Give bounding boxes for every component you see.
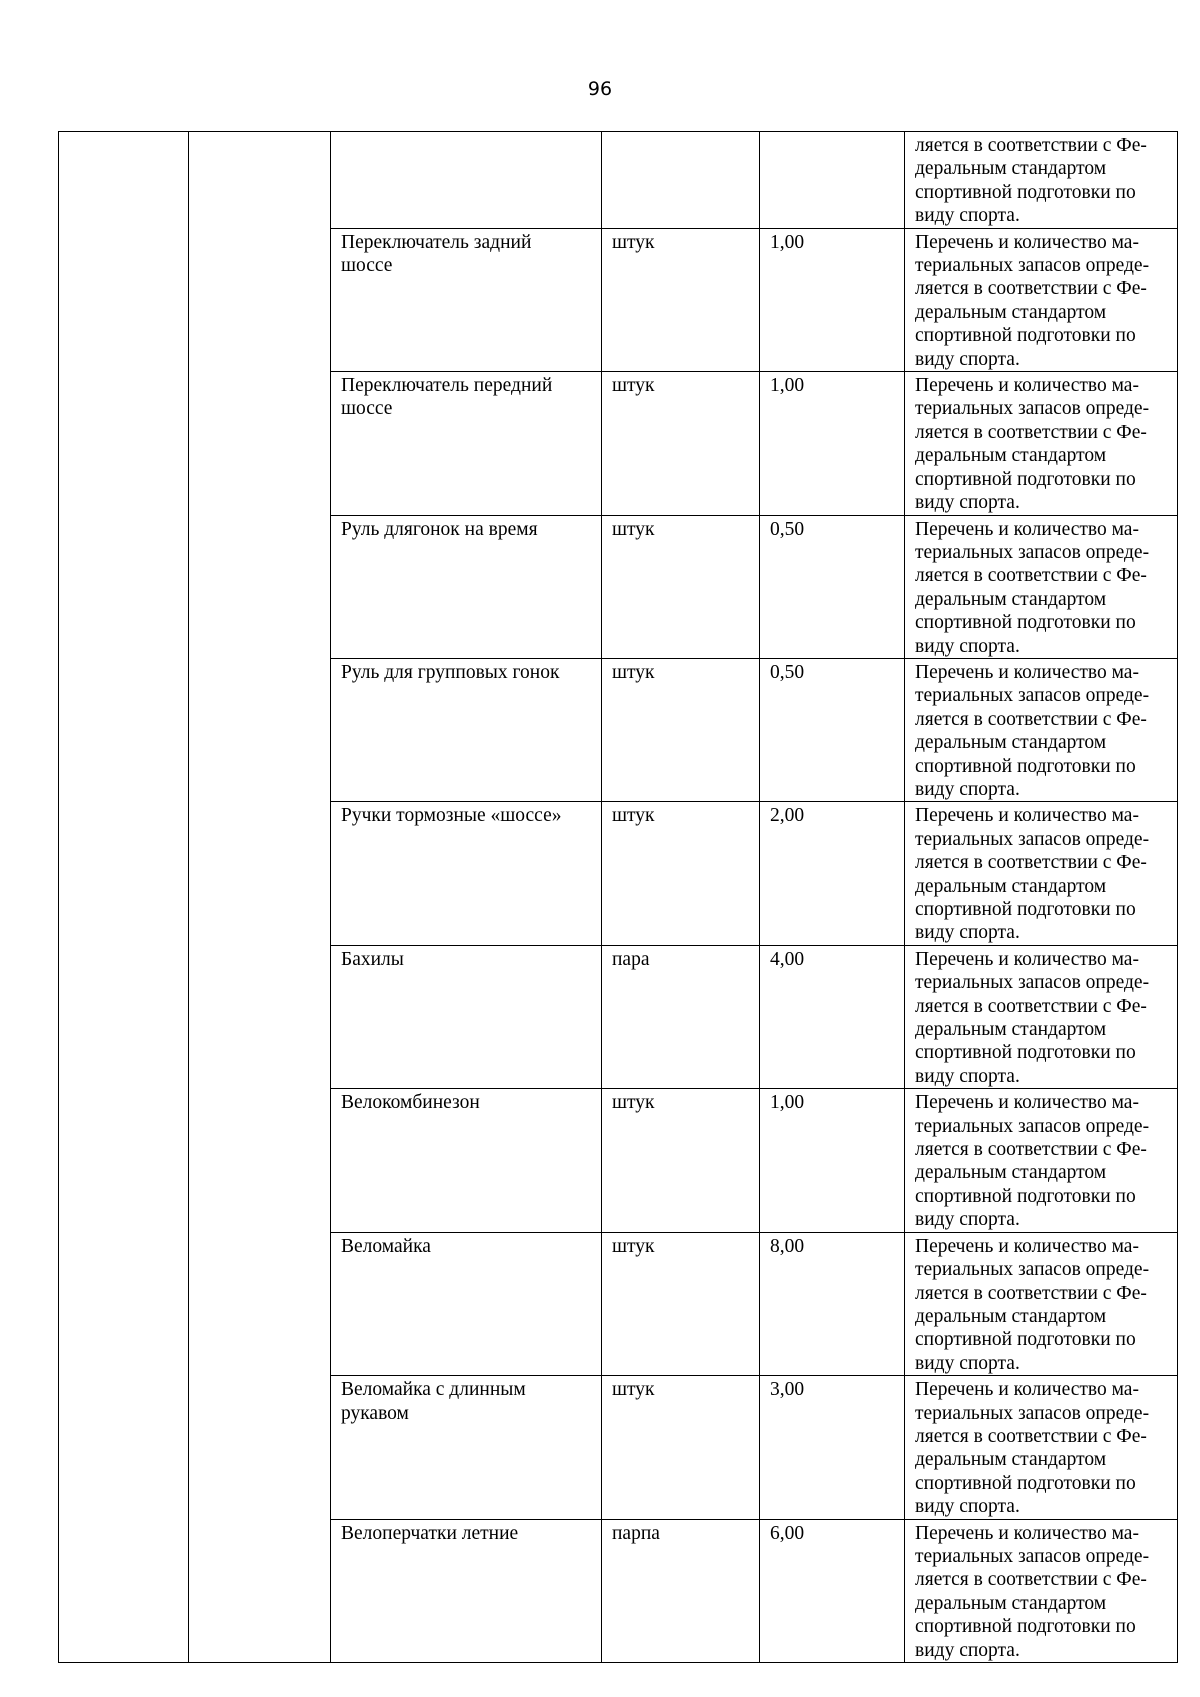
unit-text: пара bbox=[612, 948, 650, 970]
unit-text: парпа bbox=[612, 1522, 660, 1544]
unit-text: штук bbox=[612, 661, 655, 683]
item-name-text: Руль длягонок на время bbox=[341, 518, 538, 540]
item-name-cell bbox=[331, 802, 602, 945]
item-name-text: Веломайка с длинным рукавом bbox=[341, 1379, 526, 1424]
item-name-text: Бахилы bbox=[341, 948, 404, 970]
merged-cell-col2 bbox=[189, 132, 331, 1663]
note-text: Перечень и количество ма- териальных запасов опреде- ляется в соответствии с Фе- деральным стандартом спортивной подготовки по виду спорта. bbox=[915, 948, 1150, 1087]
unit-cell bbox=[602, 802, 760, 945]
note-cell bbox=[905, 132, 1178, 229]
unit-cell bbox=[602, 372, 760, 515]
item-name-cell bbox=[331, 372, 602, 515]
quantity-text: 1,00 bbox=[770, 375, 805, 397]
note-cell bbox=[905, 945, 1178, 1088]
item-name-text: Руль для групповых гонок bbox=[341, 661, 560, 683]
item-name-cell bbox=[331, 1376, 602, 1519]
quantity-text: 2,00 bbox=[770, 805, 805, 827]
quantity-cell bbox=[760, 515, 905, 658]
note-text: ляется в соответствии с Фе- деральным стандартом спортивной подготовки по виду спорта. bbox=[915, 135, 1147, 227]
note-cell bbox=[905, 802, 1178, 945]
quantity-cell bbox=[760, 1519, 905, 1662]
unit-text: штук bbox=[612, 1379, 655, 1401]
quantity-text: 4,00 bbox=[770, 948, 805, 970]
item-name-text: Переключатель задний шоссе bbox=[341, 231, 532, 277]
unit-cell bbox=[602, 658, 760, 801]
item-name-cell bbox=[331, 1232, 602, 1375]
materials-table bbox=[58, 131, 1178, 1663]
quantity-text: 1,00 bbox=[770, 1092, 805, 1114]
note-text: Перечень и количество ма- териальных запасов опреде- ляется в соответствии с Фе- деральным стандартом спортивной подготовки по виду спорта. bbox=[915, 375, 1150, 514]
quantity-cell bbox=[760, 1376, 905, 1519]
quantity-cell bbox=[760, 372, 905, 515]
note-cell bbox=[905, 372, 1178, 515]
quantity-text: 0,50 bbox=[770, 518, 805, 540]
quantity-text: 8,00 bbox=[770, 1235, 805, 1257]
unit-text: штук bbox=[612, 805, 655, 827]
item-name-cell bbox=[331, 1519, 602, 1662]
item-name-text: Веломайка bbox=[341, 1235, 431, 1257]
quantity-cell bbox=[760, 228, 905, 371]
unit-text: штук bbox=[612, 375, 655, 397]
quantity-cell bbox=[760, 1089, 905, 1232]
quantity-cell bbox=[760, 132, 905, 229]
item-name-cell bbox=[331, 945, 602, 1088]
note-cell bbox=[905, 658, 1178, 801]
note-text: Перечень и количество ма- териальных запасов опреде- ляется в соответствии с Фе- деральным стандартом спортивной подготовки по виду спорта. bbox=[915, 661, 1150, 800]
item-name-cell bbox=[331, 1089, 602, 1232]
quantity-text: 6,00 bbox=[770, 1522, 805, 1544]
unit-cell bbox=[602, 1089, 760, 1232]
note-cell bbox=[905, 1519, 1178, 1662]
quantity-cell bbox=[760, 945, 905, 1088]
note-cell bbox=[905, 228, 1178, 371]
note-text: Перечень и количество ма- териальных запасов опреде- ляется в соответствии с Фе- деральным стандартом спортивной подготовки по виду спорта. bbox=[915, 805, 1150, 944]
page-number: 96 bbox=[587, 78, 613, 100]
merged-cell-col1 bbox=[59, 132, 189, 1663]
note-text: Перечень и количество ма- териальных запасов опреде- ляется в соответствии с Фе- деральным стандартом спортивной подготовки по виду спорта. bbox=[915, 1092, 1150, 1231]
item-name-text: Велокомбинезон bbox=[341, 1092, 480, 1114]
unit-cell bbox=[602, 1519, 760, 1662]
unit-cell bbox=[602, 132, 760, 229]
note-text: Перечень и количество ма- териальных запасов опреде- ляется в соответствии с Фе- деральным стандартом спортивной подготовки по виду спорта. bbox=[915, 1235, 1150, 1374]
quantity-text: 3,00 bbox=[770, 1379, 805, 1401]
note-cell bbox=[905, 1089, 1178, 1232]
note-text: Перечень и количество ма- териальных запасов опреде- ляется в соответствии с Фе- деральным стандартом спортивной подготовки по виду спорта. bbox=[915, 231, 1150, 370]
unit-text: штук bbox=[612, 1092, 655, 1114]
unit-cell bbox=[602, 1376, 760, 1519]
note-text: Перечень и количество ма- териальных запасов опреде- ляется в соответствии с Фе- деральным стандартом спортивной подготовки по виду спорта. bbox=[915, 1379, 1150, 1518]
unit-text: штук bbox=[612, 231, 655, 253]
note-text: Перечень и количество ма- териальных запасов опреде- ляется в соответствии с Фе- деральным стандартом спортивной подготовки по виду спорта. bbox=[915, 1522, 1150, 1661]
unit-cell bbox=[602, 1232, 760, 1375]
note-cell bbox=[905, 1232, 1178, 1375]
item-name-text: Ручки тормозные «шоссе» bbox=[341, 805, 562, 827]
quantity-cell bbox=[760, 1232, 905, 1375]
unit-cell bbox=[602, 515, 760, 658]
item-name-cell bbox=[331, 228, 602, 371]
note-text: Перечень и количество ма- териальных запасов опреде- ляется в соответствии с Фе- деральным стандартом спортивной подготовки по виду спорта. bbox=[915, 518, 1150, 657]
note-cell bbox=[905, 515, 1178, 658]
quantity-cell bbox=[760, 802, 905, 945]
item-name-text: Велоперчатки летние bbox=[341, 1522, 519, 1544]
item-name-cell bbox=[331, 658, 602, 801]
quantity-cell bbox=[760, 658, 905, 801]
unit-cell bbox=[602, 945, 760, 1088]
unit-cell bbox=[602, 228, 760, 371]
note-cell bbox=[905, 1376, 1178, 1519]
item-name-text: Переключатель передний шоссе bbox=[341, 375, 553, 420]
unit-text: штук bbox=[612, 1235, 655, 1257]
item-name-cell bbox=[331, 515, 602, 658]
quantity-text: 1,00 bbox=[770, 231, 805, 253]
unit-text: штук bbox=[612, 518, 655, 540]
table-row-continuation bbox=[59, 132, 1178, 229]
item-name-cell bbox=[331, 132, 602, 229]
quantity-text: 0,50 bbox=[770, 661, 805, 683]
